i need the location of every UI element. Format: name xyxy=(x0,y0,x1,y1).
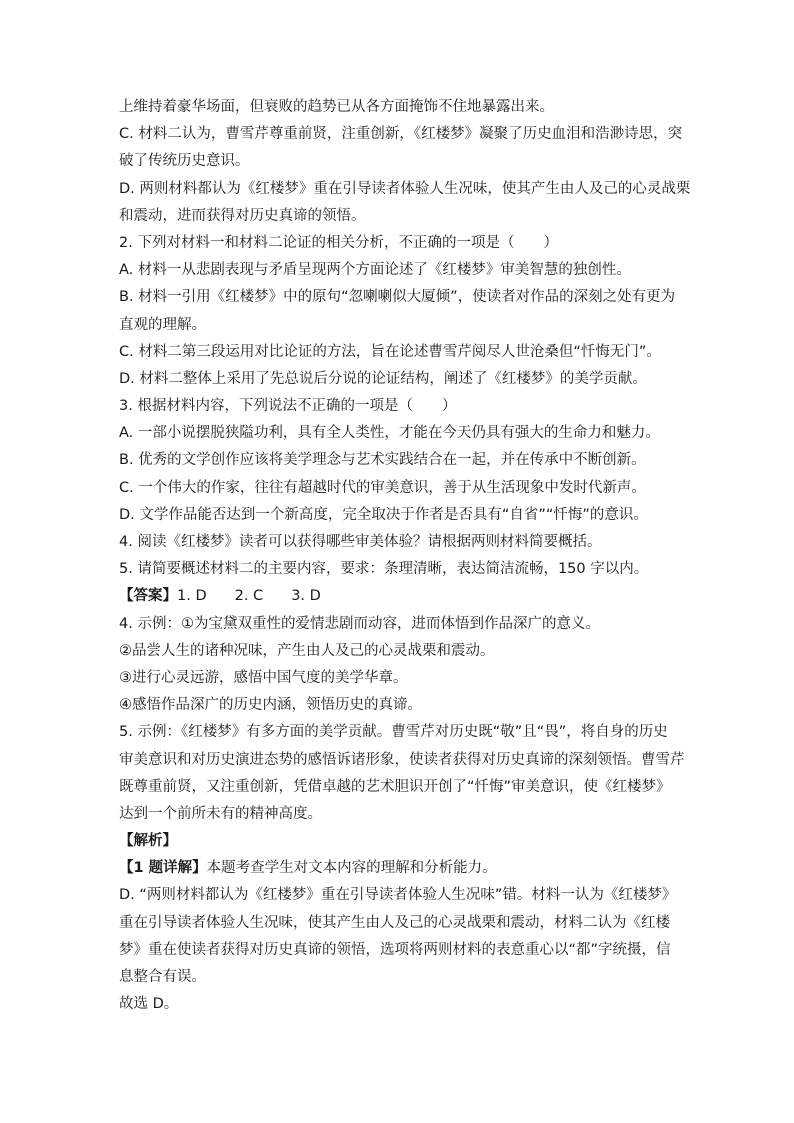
answer-2: 2. C xyxy=(234,588,264,605)
option-b-line: B. 优秀的文学创作应该将美学理念与艺术实践结合在一起，并在传承中不断创新。 xyxy=(119,452,646,469)
answer-4-line: 4. 示例：①为宝黛双重性的爱情悲剧而动容，进而体悟到作品深广的意义。 xyxy=(119,615,600,632)
option-a-line: A. 一部小说摆脱狭隘功利，具有全人类性，才能在今天仍具有强大的生命力和魅力。 xyxy=(119,425,660,442)
option-c-line: C. 一个伟大的作家，往往有超越时代的审美意识，善于从生活现象中发时代新声。 xyxy=(119,479,646,496)
analysis-line: 息整合有误。 xyxy=(119,969,206,985)
answer-line xyxy=(119,583,679,610)
analysis-line: 梦》重在使读者获得对历史真谛的领悟，选项将两则材料的表意重心以“都”字统摄，信 xyxy=(119,941,671,958)
analysis-line: D. “两则材料都认为《红楼梦》重在引导读者体验人生况味”错。材料一认为《红楼梦》 xyxy=(119,887,677,904)
question-3: 3. 根据材料内容，下列说法不正确的一项是（ ） xyxy=(119,398,457,415)
text-line: 直观的理解。 xyxy=(119,316,206,333)
analysis-label: 【解析】 xyxy=(119,833,177,850)
answer-4-item: ④感悟作品深广的历史内涵，领悟历史的真谛。 xyxy=(119,697,422,714)
answer-5-line: 审美意识和对历史演进态势的感悟诉诸形象，使读者获得对历史真谛的深刻领悟。曹雪芹 xyxy=(119,751,685,768)
answer-4-item: ③进行心灵远游，感悟中国气度的美学华章。 xyxy=(119,669,408,686)
option-c-line: C. 材料二认为，曹雪芹尊重前贤，注重创新，《红楼梦》凝聚了历史血泪和浩渺诗思，突 xyxy=(119,126,683,143)
option-d-line: D. 材料二整体上采用了先总说后分说的论证结构，阐述了《红楼梦》的美学贡献。 xyxy=(119,370,647,387)
question-4: 4. 阅读《红楼梦》读者可以获得哪些审美体验？请根据两则材料简要概括。 xyxy=(119,534,602,550)
option-d-line: D. 两则材料都认为《红楼梦》重在引导读者体验人生况味，使其产生由人及己的心灵战栗 xyxy=(119,180,691,197)
option-a-line: A. 材料一从悲剧表现与矛盾呈现两个方面论述了《红楼梦》审美智慧的独创性。 xyxy=(119,262,631,279)
text-line: 破了传统历史意识。 xyxy=(119,153,250,170)
answer-3: 3. D xyxy=(291,588,321,605)
option-b-line: B. 材料一引用《红楼梦》中的原句“忽喇喇似大厦倾”，使读者对作品的深刻之处有更为 xyxy=(119,289,676,306)
answer-label: 【答案】 xyxy=(119,588,177,605)
detail-label: 【1 题详解】 xyxy=(119,860,207,877)
analysis-line: 故选 D。 xyxy=(119,996,179,1013)
text-line: 和震动，进而获得对历史真谛的领悟。 xyxy=(119,207,366,224)
answer-5-line: 5. 示例：《红楼梦》有多方面的美学贡献。曹雪芹对历史既“敬”且“畏”，将自身的历史 xyxy=(119,724,668,741)
analysis-line: 重在引导读者体验人生况味，使其产生由人及己的心灵战栗和震动，材料二认为《红楼 xyxy=(119,914,670,931)
answer-5-line: 既尊重前贤，又注重创新，凭借卓越的艺术胆识开创了“忏悔”审美意识，使《红楼梦》 xyxy=(119,778,671,795)
answer-1: 1. D xyxy=(177,588,207,605)
option-d-line: D. 文学作品能否达到一个新高度，完全取决于作者是否具有“自省”“忏悔”的意识。 xyxy=(119,506,648,523)
analysis-detail-line xyxy=(119,855,679,882)
page-content xyxy=(119,94,691,1018)
answer-5-line: 达到一个前所未有的精神高度。 xyxy=(119,805,322,822)
detail-text: 本题考查学生对文本内容的理解和分析能力。 xyxy=(206,860,497,877)
option-c-line: C. 材料二第三段运用对比论证的方法，旨在论述曹雪芹阅尽人世沧桑但“忏悔无门”。 xyxy=(119,343,661,360)
text-line: 上维持着豪华场面，但衰败的趋势已从各方面掩饰不住地暴露出来。 xyxy=(119,99,554,115)
answer-4-item: ②品尝人生的诸种况味，产生由人及己的心灵战栗和震动。 xyxy=(119,642,495,659)
question-5: 5. 请简要概述材料二的主要内容，要求：条理清晰，表达简洁流畅，150 字以内。 xyxy=(119,561,649,578)
question-2: 2. 下列对材料一和材料二论证的相关分析，不正确的一项是（ ） xyxy=(119,234,558,251)
